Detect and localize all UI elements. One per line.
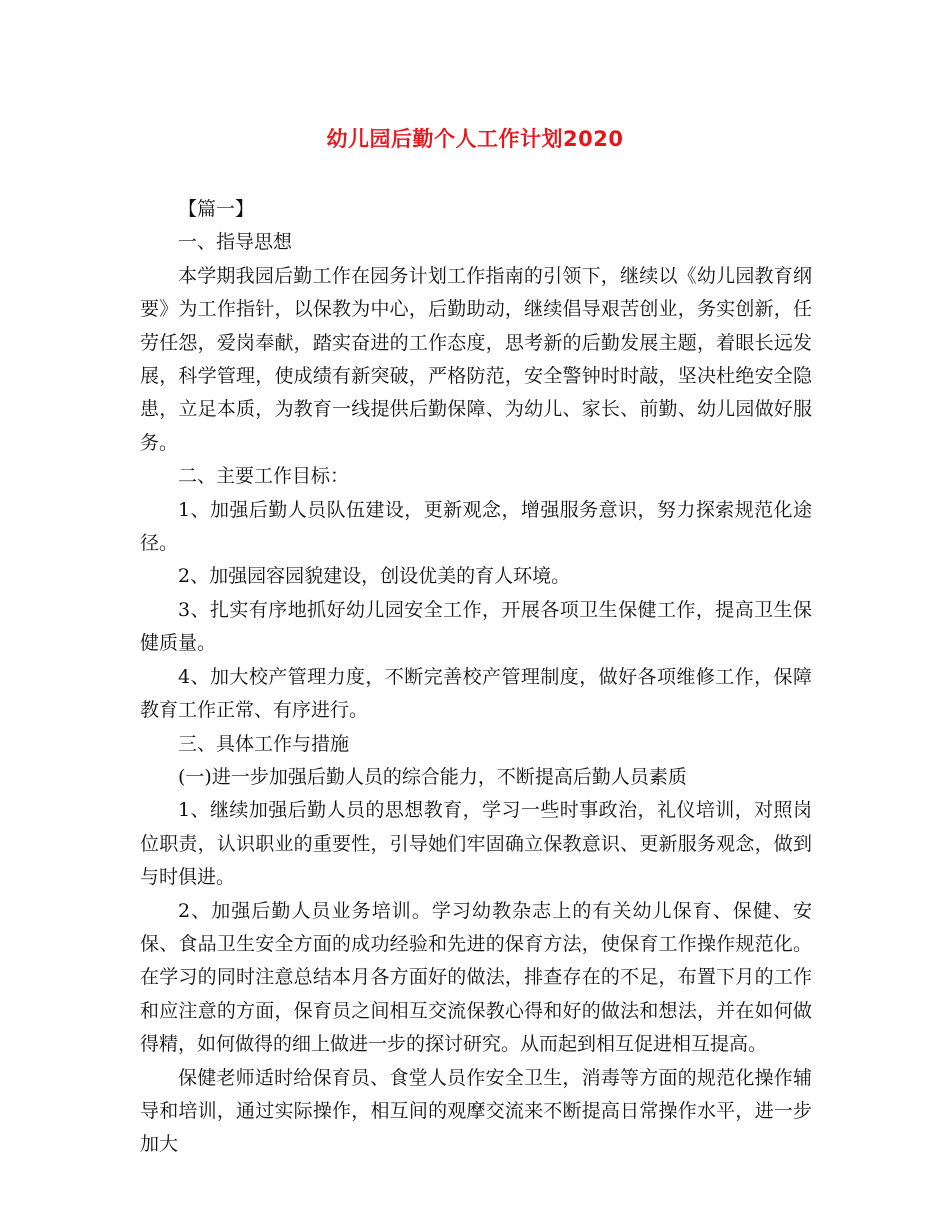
paragraph: 本学期我园后勤工作在园务计划工作指南的引领下，继续以《幼儿园教育纲要》为工作指针，以保教为中心，后勤助动，继续倡导艰苦创业，务实创新，任劳任怨，爱岗奉献，踏实奋进的工作态度，思考新的后勤发展主题，着眼长远发展，科学管理，使成绩有新突破，严格防范，安全警钟时时敲，坚决杜绝安全隐患，立足本质，为教育一线提供后勤保障、为幼儿、家长、前勤、幼儿园做好服务。 xyxy=(140,264,812,454)
subheading: (一)进一步加强后勤人员的综合能力，不断提高后勤人员素质 xyxy=(178,765,687,788)
heading-main-goals: 二、主要工作目标： xyxy=(178,465,350,488)
paragraph: 2、加强后勤人员业务培训。学习幼教杂志上的有关幼儿保育、保健、安保、食品卫生安全方面的成功经验和先进的保育方法，使保育工作操作规范化。在学习的同时注意总结本月各方面好的做法，排查存在的不足，布置下月的工作和应注意的方面，保育员之间相互交流保教心得和好的做法和想法，并在如何做得精，如何做得的细上做进一步的探讨研究。从而起到相互促进相互提高。 xyxy=(140,899,812,1056)
document-title: 幼儿园后勤个人工作计划2020 xyxy=(326,127,624,151)
paragraph: 1、继续加强后勤人员的思想教育，学习一些时事政治，礼仪培训，对照岗位职责，认识职业的重要性，引导她们牢固确立保教意识、更新服务观念，做到与时俱进。 xyxy=(140,799,812,889)
heading-specific-measures: 三、具体工作与措施 xyxy=(178,732,350,755)
paragraph: 保健老师适时给保育员、食堂人员作安全卫生，消毒等方面的规范化操作辅导和培训，通过实际操作，相互间的观摩交流来不断提高日常操作水平，进一步加大 xyxy=(140,1066,812,1156)
paragraph: 2、加强园容园貌建设，创设优美的育人环境。 xyxy=(178,565,571,588)
paragraph: 4、加大校产管理力度，不断完善校产管理制度，做好各项维修工作，保障教育工作正常、有序进行。 xyxy=(140,665,812,722)
paragraph: 1、加强后勤人员队伍建设，更新观念，增强服务意识，努力探索规范化途径。 xyxy=(140,498,812,555)
paragraph: 3、扎实有序地抓好幼儿园安全工作，开展各项卫生保健工作，提高卫生保健质量。 xyxy=(140,598,812,655)
paragraph-section-label: 【篇一】 xyxy=(178,198,255,220)
document-body xyxy=(140,193,812,1162)
heading-guiding-ideology: 一、指导思想 xyxy=(178,231,293,254)
